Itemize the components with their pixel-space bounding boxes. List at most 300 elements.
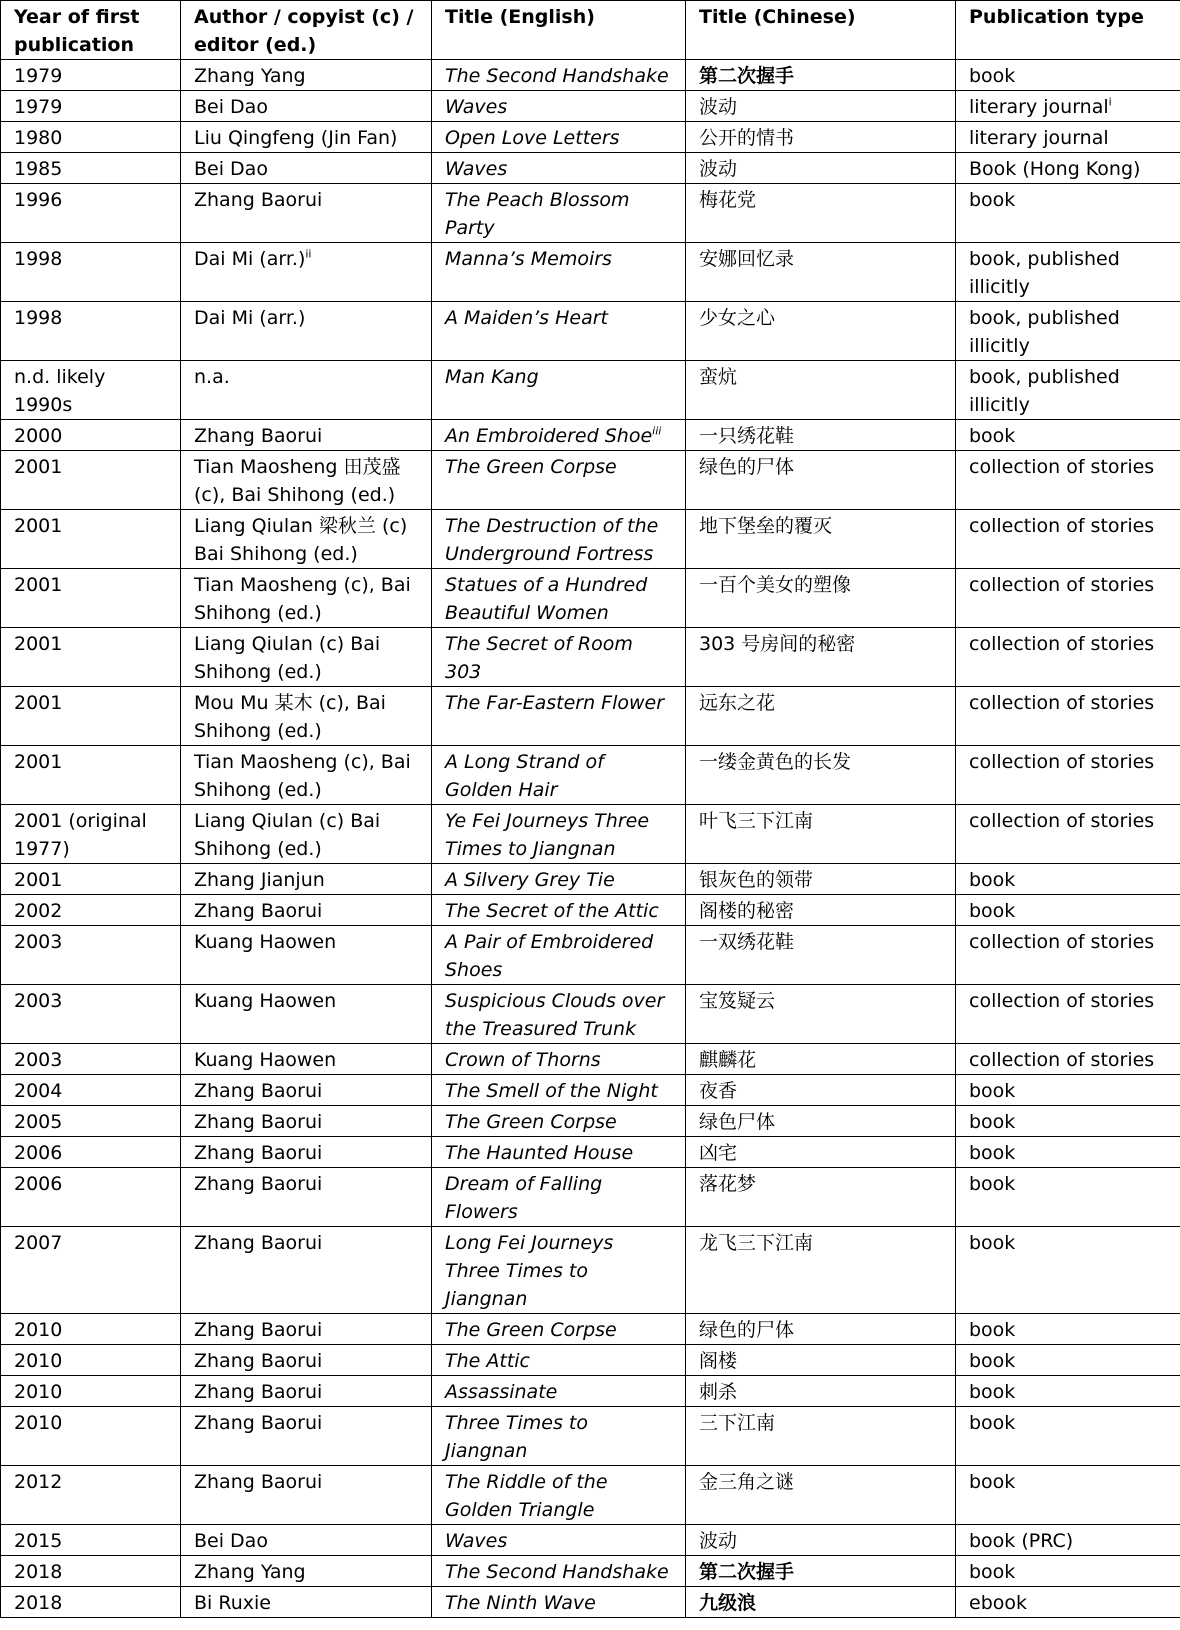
cell-title-english: [432, 420, 686, 451]
cell-author: [181, 91, 432, 122]
cell-title-english: [432, 746, 686, 805]
cell-title-english: [432, 1227, 686, 1314]
cell-author-text: Zhang Baorui: [194, 189, 323, 211]
table-row: [1, 1075, 1180, 1106]
cell-title-chinese: [686, 361, 956, 420]
cell-title-english: [432, 985, 686, 1044]
cell-author-text: Kuang Haowen: [194, 1049, 337, 1071]
table-row: [1, 1106, 1180, 1137]
table-row: [1, 1556, 1180, 1587]
cell-publication-type: [956, 1227, 1180, 1314]
cell-author: [181, 1376, 432, 1407]
cell-author-text: Zhang Baorui: [194, 1471, 323, 1493]
table-row: [1, 1345, 1180, 1376]
cell-publication-type-text: book, published illicitly: [969, 366, 1120, 416]
cell-title-chinese-text: 阁楼: [699, 1350, 738, 1372]
header-title-chinese: Title (Chinese): [686, 1, 956, 60]
cell-title-english: [432, 805, 686, 864]
cell-year-text: 2001: [14, 633, 63, 655]
cell-publication-type: [956, 91, 1180, 122]
table-row: [1, 895, 1180, 926]
cell-publication-type: [956, 1407, 1180, 1466]
cell-year-text: 2001: [14, 515, 63, 537]
cell-publication-type-text: book: [969, 189, 1016, 211]
cell-title-chinese-text: 一双绣花鞋: [699, 931, 795, 953]
cell-title-chinese: [686, 1227, 956, 1314]
cell-publication-type: [956, 60, 1180, 91]
cell-title-chinese: [686, 122, 956, 153]
cell-title-english-text: The Ninth Wave: [445, 1592, 596, 1614]
cell-year-text: 2010: [14, 1381, 63, 1403]
cell-author-text: Zhang Baorui: [194, 1232, 323, 1254]
cell-title-english-text: The Peach Blossom Party: [445, 189, 630, 239]
cell-title-english-text: Statues of a Hundred Beautiful Women: [445, 574, 648, 624]
cell-publication-type-text: book: [969, 1471, 1016, 1493]
cell-year-text: 2001: [14, 456, 63, 478]
cell-title-english: [432, 184, 686, 243]
cell-publication-type-text: book: [969, 1173, 1016, 1195]
cell-author: [181, 184, 432, 243]
cell-year: [1, 1314, 181, 1345]
cell-title-chinese: [686, 1075, 956, 1106]
cell-title-chinese: [686, 1137, 956, 1168]
table-row: [1, 1227, 1180, 1314]
cell-title-chinese: [686, 184, 956, 243]
cell-title-english-text: Suspicious Clouds over the Treasured Trunk: [445, 990, 665, 1040]
cell-publication-type-text: book: [969, 869, 1016, 891]
cell-author: [181, 1525, 432, 1556]
cell-year-text: 2015: [14, 1530, 63, 1552]
cell-publication-type: [956, 687, 1180, 746]
cell-title-chinese: [686, 1044, 956, 1075]
cell-year-text: 2012: [14, 1471, 63, 1493]
cell-title-english-text: Waves: [445, 1530, 508, 1552]
cell-author-text: Zhang Jianjun: [194, 869, 325, 891]
table-row: [1, 985, 1180, 1044]
cell-title-english-text: A Pair of Embroidered Shoes: [445, 931, 654, 981]
table-row: [1, 1314, 1180, 1345]
cell-title-english-text: The Green Corpse: [445, 456, 617, 478]
cell-author: [181, 895, 432, 926]
cell-year-text: 2018: [14, 1592, 63, 1614]
cell-author: [181, 687, 432, 746]
footnote-marker: ii: [305, 247, 312, 261]
cell-year-text: 2003: [14, 1049, 63, 1071]
cell-year-text: 2003: [14, 990, 63, 1012]
cell-author: [181, 1587, 432, 1618]
cell-title-english-text: The Destruction of the Underground Fortress: [445, 515, 659, 565]
cell-author: [181, 361, 432, 420]
cell-title-chinese: [686, 1314, 956, 1345]
cell-year: [1, 1227, 181, 1314]
cell-year: [1, 1075, 181, 1106]
cell-year: [1, 91, 181, 122]
cell-title-chinese: [686, 510, 956, 569]
cell-title-chinese: [686, 569, 956, 628]
cell-year: [1, 895, 181, 926]
cell-author-text: Bei Dao: [194, 96, 268, 118]
cell-title-english: [432, 895, 686, 926]
cell-title-english-text: Long Fei Journeys Three Times to Jiangnan: [445, 1232, 614, 1310]
cell-year: [1, 1137, 181, 1168]
cell-title-chinese-text: 第二次握手: [699, 1561, 795, 1583]
cell-year: [1, 864, 181, 895]
cell-author-text: Liu Qingfeng (Jin Fan): [194, 127, 398, 149]
cell-title-english-text: A Silvery Grey Tie: [445, 869, 615, 891]
cell-title-chinese: [686, 628, 956, 687]
cell-title-english: [432, 122, 686, 153]
cell-title-chinese-text: 宝笈疑云: [699, 990, 776, 1012]
cell-title-chinese-text: 地下堡垒的覆灭: [699, 515, 833, 537]
cell-year: [1, 1376, 181, 1407]
cell-author: [181, 510, 432, 569]
cell-year: [1, 1587, 181, 1618]
cell-title-chinese: [686, 1345, 956, 1376]
cell-year: [1, 1106, 181, 1137]
cell-year: [1, 1525, 181, 1556]
cell-year-text: 2001: [14, 692, 63, 714]
table-row: [1, 60, 1180, 91]
cell-publication-type-text: collection of stories: [969, 456, 1155, 478]
cell-publication-type-text: book, published illicitly: [969, 307, 1120, 357]
cell-title-english: [432, 1466, 686, 1525]
cell-title-english-text: Dream of Falling Flowers: [445, 1173, 603, 1223]
table-row: [1, 184, 1180, 243]
cell-title-english: [432, 1525, 686, 1556]
cell-year-text: 2005: [14, 1111, 63, 1133]
cell-publication-type: [956, 1345, 1180, 1376]
cell-year: [1, 746, 181, 805]
cell-publication-type-text: book: [969, 425, 1016, 447]
cell-title-chinese: [686, 91, 956, 122]
cell-author: [181, 420, 432, 451]
cell-year: [1, 153, 181, 184]
cell-year-text: 1985: [14, 158, 63, 180]
cell-year: [1, 569, 181, 628]
cell-title-english-text: The Green Corpse: [445, 1319, 617, 1341]
cell-publication-type-text: book: [969, 1561, 1016, 1583]
cell-year-text: 2001 (original 1977): [14, 810, 147, 860]
cell-author: [181, 1106, 432, 1137]
table-row: [1, 361, 1180, 420]
cell-author: [181, 569, 432, 628]
cell-publication-type-text: book: [969, 1381, 1016, 1403]
cell-publication-type-text: book: [969, 1142, 1016, 1164]
cell-title-chinese: [686, 60, 956, 91]
cell-year-text: 1979: [14, 96, 63, 118]
cell-publication-type: [956, 1314, 1180, 1345]
cell-author: [181, 1314, 432, 1345]
cell-title-chinese: [686, 746, 956, 805]
cell-year-text: 1996: [14, 189, 63, 211]
table-row: [1, 420, 1180, 451]
cell-title-english-text: The Far-Eastern Flower: [445, 692, 665, 714]
table-header: [1, 1, 1180, 60]
cell-author-text: Zhang Baorui: [194, 1111, 323, 1133]
cell-title-english: [432, 1106, 686, 1137]
cell-year-text: 1998: [14, 307, 63, 329]
cell-title-chinese-text: 麒麟花: [699, 1049, 757, 1071]
cell-author-text: Dai Mi (arr.): [194, 307, 306, 329]
cell-publication-type-text: ebook: [969, 1592, 1028, 1614]
cell-title-chinese-text: 波动: [699, 1530, 738, 1552]
table-row: [1, 122, 1180, 153]
cell-year: [1, 361, 181, 420]
cell-title-chinese-text: 梅花党: [699, 189, 757, 211]
cell-title-english: [432, 1345, 686, 1376]
table-row: [1, 569, 1180, 628]
cell-publication-type: [956, 1376, 1180, 1407]
cell-title-english: [432, 864, 686, 895]
cell-title-english: [432, 1587, 686, 1618]
cell-publication-type-text: book, published illicitly: [969, 248, 1120, 298]
cell-title-chinese-text: 龙飞三下江南: [699, 1232, 814, 1254]
cell-publication-type: [956, 805, 1180, 864]
cell-year-text: 2007: [14, 1232, 63, 1254]
cell-author-text: Kuang Haowen: [194, 990, 337, 1012]
cell-year-text: 2010: [14, 1350, 63, 1372]
cell-year-text: 2001: [14, 751, 63, 773]
header-title-english: Title (English): [432, 1, 686, 60]
cell-title-english-text: The Haunted House: [445, 1142, 634, 1164]
cell-title-english: [432, 1376, 686, 1407]
cell-year-text: 2010: [14, 1412, 63, 1434]
cell-title-chinese-text: 远东之花: [699, 692, 776, 714]
table-row: [1, 1525, 1180, 1556]
cell-title-english-text: Waves: [445, 96, 508, 118]
cell-author-text: Liang Qiulan (c) Bai Shihong (ed.): [194, 633, 381, 683]
cell-title-chinese-text: 一只绣花鞋: [699, 425, 795, 447]
cell-year: [1, 1466, 181, 1525]
cell-title-english: [432, 569, 686, 628]
header-row: [1, 1, 1180, 60]
cell-title-chinese: [686, 985, 956, 1044]
cell-year-text: 2006: [14, 1173, 63, 1195]
cell-year: [1, 184, 181, 243]
cell-publication-type: [956, 1044, 1180, 1075]
cell-publication-type-text: book (PRC): [969, 1530, 1074, 1552]
cell-title-chinese-text: 阁楼的秘密: [699, 900, 795, 922]
cell-year-text: 2010: [14, 1319, 63, 1341]
cell-title-chinese-text: 波动: [699, 158, 738, 180]
footnote-marker: iii: [652, 424, 662, 438]
cell-author-text: Zhang Baorui: [194, 1350, 323, 1372]
cell-author-text: Tian Maosheng (c), Bai Shihong (ed.): [194, 751, 411, 801]
cell-title-chinese: [686, 1407, 956, 1466]
cell-title-chinese: [686, 895, 956, 926]
table-row: [1, 687, 1180, 746]
cell-title-chinese: [686, 420, 956, 451]
cell-publication-type: [956, 746, 1180, 805]
cell-publication-type-text: collection of stories: [969, 574, 1155, 596]
cell-title-chinese-text: 公开的情书: [699, 127, 795, 149]
cell-title-english: [432, 91, 686, 122]
cell-publication-type: [956, 361, 1180, 420]
cell-title-chinese: [686, 1556, 956, 1587]
cell-publication-type: [956, 1587, 1180, 1618]
header-author: Author / copyist (c) / editor (ed.): [181, 1, 432, 60]
cell-author: [181, 451, 432, 510]
cell-publication-type-text: Book (Hong Kong): [969, 158, 1141, 180]
cell-author: [181, 302, 432, 361]
cell-publication-type-text: collection of stories: [969, 751, 1155, 773]
cell-author-text: Mou Mu 某木 (c), Bai Shihong (ed.): [194, 692, 386, 742]
cell-author: [181, 60, 432, 91]
cell-publication-type: [956, 1075, 1180, 1106]
cell-author-text: Liang Qiulan (c) Bai Shihong (ed.): [194, 810, 381, 860]
table-row: [1, 243, 1180, 302]
cell-title-chinese-text: 一百个美女的塑像: [699, 574, 852, 596]
table-row: [1, 864, 1180, 895]
cell-title-english: [432, 153, 686, 184]
cell-title-chinese-text: 蛮炕: [699, 366, 738, 388]
cell-title-chinese-text: 叶飞三下江南: [699, 810, 814, 832]
cell-title-chinese: [686, 1587, 956, 1618]
cell-publication-type: [956, 510, 1180, 569]
cell-title-chinese-text: 第二次握手: [699, 65, 795, 87]
cell-publication-type-text: book: [969, 1319, 1016, 1341]
table-row: [1, 91, 1180, 122]
cell-author-text: Tian Maosheng 田茂盛 (c), Bai Shihong (ed.): [194, 456, 401, 506]
table-row: [1, 1587, 1180, 1618]
cell-title-chinese-text: 凶宅: [699, 1142, 738, 1164]
cell-title-chinese-text: 绿色尸体: [699, 1111, 776, 1133]
cell-title-english: [432, 1044, 686, 1075]
cell-title-english: [432, 302, 686, 361]
cell-title-english: [432, 1168, 686, 1227]
cell-title-chinese: [686, 687, 956, 746]
cell-publication-type: [956, 569, 1180, 628]
cell-title-chinese-text: 九级浪: [699, 1592, 757, 1614]
cell-publication-type-text: collection of stories: [969, 990, 1155, 1012]
cell-title-english: [432, 361, 686, 420]
cell-title-english-text: An Embroidered Shoe: [445, 425, 653, 447]
cell-title-english-text: The Second Handshake: [445, 65, 669, 87]
table-row: [1, 926, 1180, 985]
cell-title-chinese-text: 安娜回忆录: [699, 248, 795, 270]
cell-publication-type: [956, 451, 1180, 510]
cell-author: [181, 926, 432, 985]
cell-author-text: Kuang Haowen: [194, 931, 337, 953]
header-publication-type: Publication type: [956, 1, 1180, 60]
cell-author: [181, 243, 432, 302]
cell-title-english-text: The Attic: [445, 1350, 530, 1372]
cell-author: [181, 805, 432, 864]
cell-author-text: Zhang Yang: [194, 65, 306, 87]
table-row: [1, 1168, 1180, 1227]
cell-author: [181, 1168, 432, 1227]
cell-author: [181, 1345, 432, 1376]
table-body: [1, 60, 1180, 1618]
cell-title-chinese: [686, 1466, 956, 1525]
cell-title-chinese-text: 夜香: [699, 1080, 738, 1102]
cell-publication-type-text: book: [969, 1412, 1016, 1434]
cell-year: [1, 243, 181, 302]
cell-title-english-text: The Second Handshake: [445, 1561, 669, 1583]
cell-author: [181, 1556, 432, 1587]
cell-publication-type: [956, 864, 1180, 895]
cell-title-chinese: [686, 1168, 956, 1227]
cell-author-text: Liang Qiulan 梁秋兰 (c) Bai Shihong (ed.): [194, 515, 408, 565]
cell-title-english: [432, 60, 686, 91]
cell-author-text: Dai Mi (arr.): [194, 248, 306, 270]
cell-author: [181, 864, 432, 895]
cell-author-text: Bi Ruxie: [194, 1592, 271, 1614]
cell-author: [181, 1407, 432, 1466]
cell-year: [1, 1168, 181, 1227]
cell-title-chinese-text: 303 号房间的秘密: [699, 633, 856, 655]
cell-publication-type: [956, 985, 1180, 1044]
cell-author: [181, 1466, 432, 1525]
cell-publication-type-text: book: [969, 1111, 1016, 1133]
cell-author-text: Zhang Baorui: [194, 1142, 323, 1164]
cell-title-english: [432, 510, 686, 569]
cell-publication-type: [956, 302, 1180, 361]
cell-year: [1, 451, 181, 510]
cell-title-english-text: Ye Fei Journeys Three Times to Jiangnan: [445, 810, 650, 860]
cell-title-english-text: The Secret of Room 303: [445, 633, 633, 683]
cell-publication-type-text: book: [969, 900, 1016, 922]
cell-title-english: [432, 1556, 686, 1587]
cell-publication-type: [956, 1137, 1180, 1168]
cell-author-text: Bei Dao: [194, 158, 268, 180]
cell-title-english: [432, 628, 686, 687]
cell-year: [1, 805, 181, 864]
cell-publication-type: [956, 628, 1180, 687]
table-row: [1, 805, 1180, 864]
cell-year: [1, 1345, 181, 1376]
cell-publication-type: [956, 420, 1180, 451]
cell-publication-type: [956, 1466, 1180, 1525]
cell-title-english-text: Manna’s Memoirs: [445, 248, 612, 270]
cell-publication-type-text: book: [969, 1080, 1016, 1102]
table-row: [1, 628, 1180, 687]
cell-year-text: 2002: [14, 900, 63, 922]
cell-title-english: [432, 1314, 686, 1345]
cell-title-english-text: The Riddle of the Golden Triangle: [445, 1471, 608, 1521]
cell-author-text: Zhang Baorui: [194, 1080, 323, 1102]
cell-title-english-text: Three Times to Jiangnan: [445, 1412, 588, 1462]
table-row: [1, 746, 1180, 805]
cell-title-chinese: [686, 805, 956, 864]
cell-author-text: n.a.: [194, 366, 230, 388]
cell-author: [181, 153, 432, 184]
cell-year-text: 2004: [14, 1080, 63, 1102]
cell-year: [1, 687, 181, 746]
cell-title-english: [432, 1137, 686, 1168]
cell-author-text: Zhang Yang: [194, 1561, 306, 1583]
cell-title-chinese: [686, 153, 956, 184]
table-row: [1, 1137, 1180, 1168]
cell-author-text: Zhang Baorui: [194, 425, 323, 447]
cell-author-text: Tian Maosheng (c), Bai Shihong (ed.): [194, 574, 411, 624]
cell-year: [1, 926, 181, 985]
cell-title-english-text: Man Kang: [445, 366, 539, 388]
table-row: [1, 451, 1180, 510]
cell-title-english: [432, 1407, 686, 1466]
cell-author: [181, 746, 432, 805]
cell-title-chinese: [686, 926, 956, 985]
cell-title-english-text: The Green Corpse: [445, 1111, 617, 1133]
cell-title-english: [432, 243, 686, 302]
cell-author-text: Zhang Baorui: [194, 1173, 323, 1195]
cell-year-text: 2001: [14, 574, 63, 596]
cell-title-chinese: [686, 864, 956, 895]
cell-year: [1, 122, 181, 153]
cell-year: [1, 1556, 181, 1587]
cell-year-text: 1998: [14, 248, 63, 270]
cell-title-chinese-text: 绿色的尸体: [699, 1319, 795, 1341]
